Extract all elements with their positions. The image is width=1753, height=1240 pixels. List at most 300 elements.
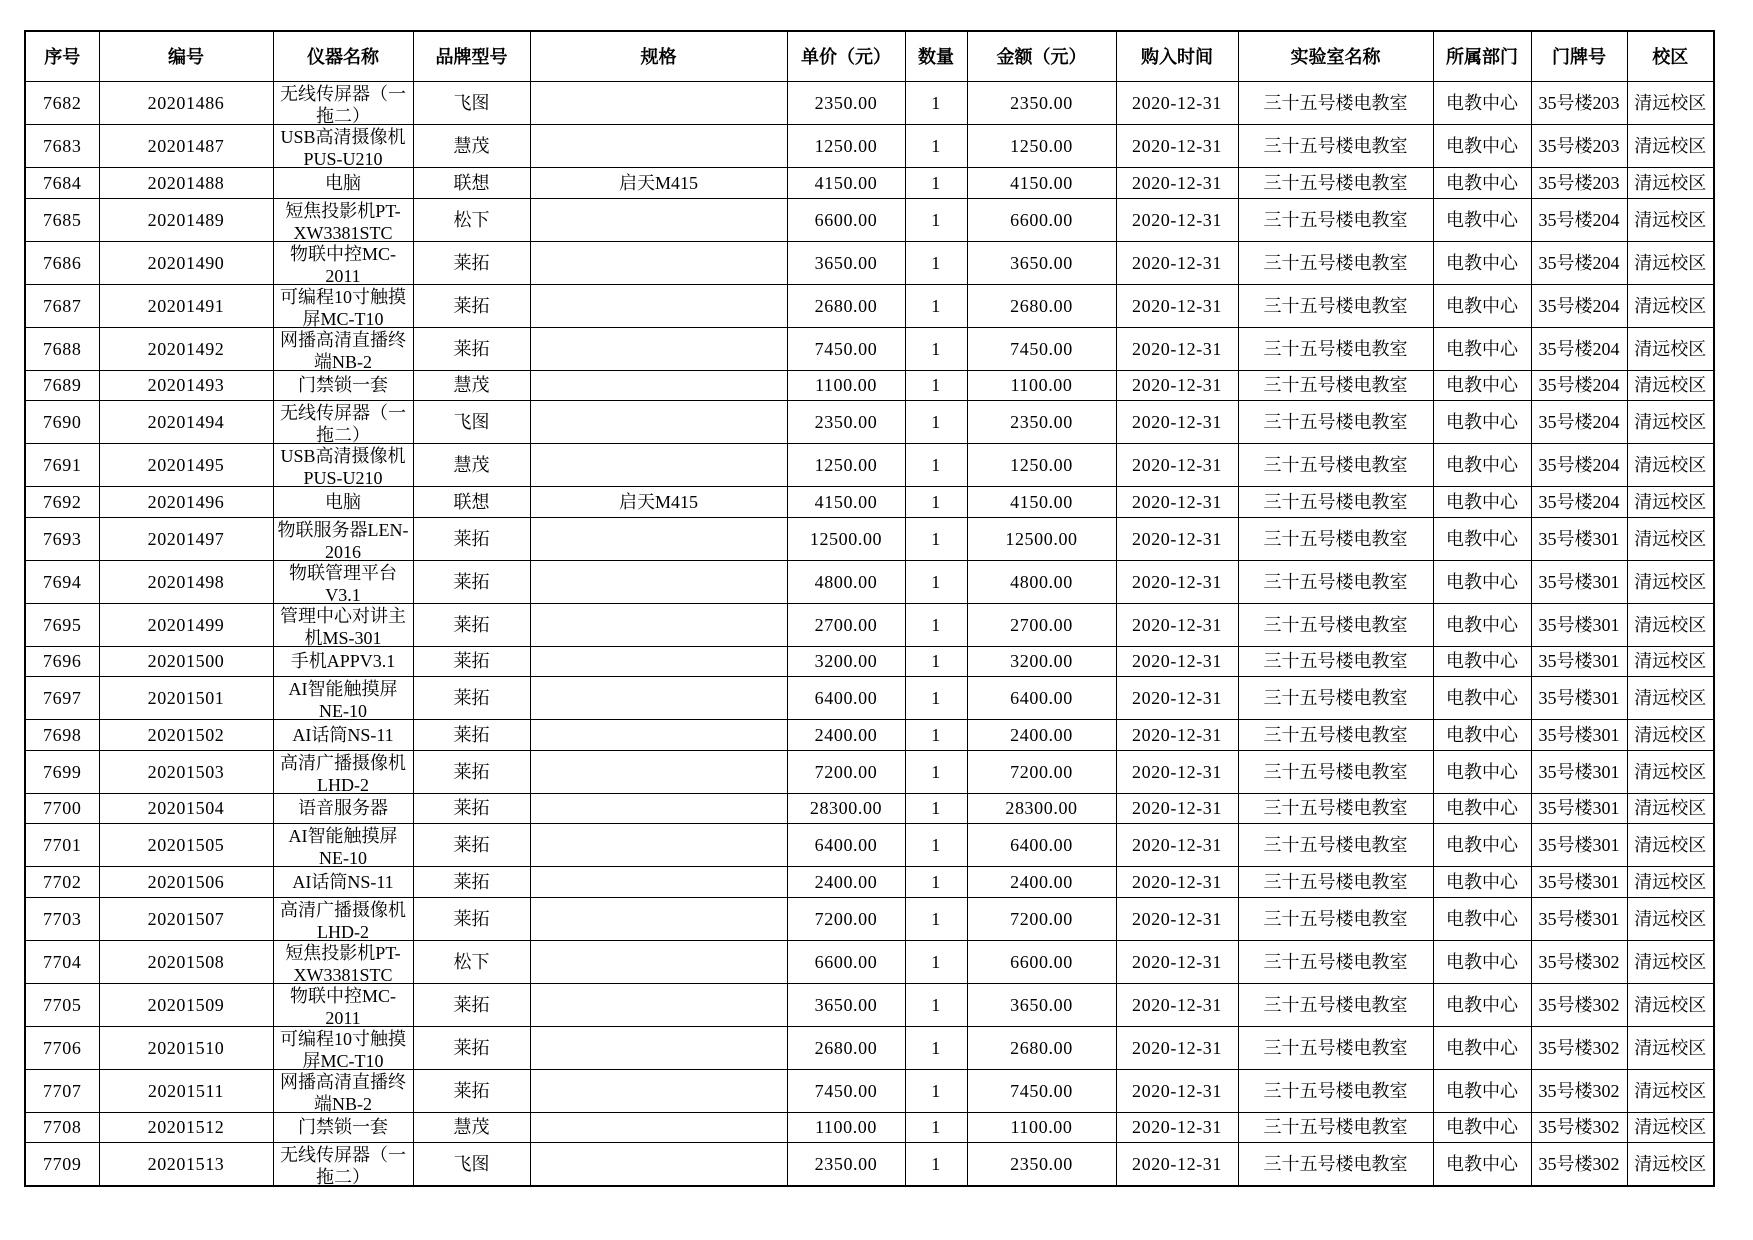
cell-department-value: 电教中心 [1446, 724, 1518, 745]
table-row [25, 940, 1714, 983]
cell-spec-value [531, 1113, 787, 1143]
cell-campus [1627, 284, 1714, 327]
cell-unit-price [787, 444, 905, 487]
cell-spec-value [531, 82, 787, 124]
table-row [25, 284, 1714, 327]
cell-unit-price [787, 603, 905, 646]
cell-purchase-date [1116, 370, 1238, 401]
cell-unit-price [787, 284, 905, 327]
cell-code [99, 1143, 273, 1187]
cell-unit-price-value: 7450.00 [814, 338, 878, 359]
cell-unit-price [787, 750, 905, 793]
cell-instrument-name [273, 125, 413, 168]
cell-spec [530, 487, 787, 518]
cell-room-number-value: 35号楼301 [1538, 688, 1620, 708]
cell-spec [530, 327, 787, 370]
cell-amount [967, 1143, 1116, 1187]
cell-serial-value: 7692 [43, 491, 82, 512]
cell-purchase-date-value: 2020-12-31 [1132, 528, 1222, 549]
cell-code [99, 867, 273, 898]
cell-instrument-name-value: USB高清摄像机PUS-U210 [280, 127, 406, 167]
cell-quantity [905, 401, 967, 444]
cell-amount-value: 12500.00 [1005, 528, 1078, 549]
cell-code [99, 603, 273, 646]
cell-quantity [905, 370, 967, 401]
cell-code [99, 327, 273, 370]
cell-lab-name [1238, 1069, 1433, 1112]
cell-brand-model [413, 1143, 530, 1187]
cell-campus-value: 清远校区 [1634, 871, 1707, 892]
cell-campus-value: 清远校区 [1634, 1037, 1707, 1058]
cell-department [1433, 444, 1531, 487]
cell-brand-model-value: 莱拓 [453, 688, 490, 708]
cell-room-number [1531, 241, 1627, 284]
cell-brand-model [413, 82, 530, 125]
cell-spec-value [531, 867, 787, 897]
cell-serial-value: 7707 [43, 1080, 82, 1101]
cell-lab-name-value: 三十五号楼电教室 [1263, 528, 1408, 549]
cell-room-number [1531, 560, 1627, 603]
cell-brand-model [413, 720, 530, 751]
cell-code [99, 1112, 273, 1143]
cell-lab-name-value: 三十五号楼电教室 [1263, 688, 1408, 708]
cell-lab-name [1238, 867, 1433, 898]
cell-campus-value: 清远校区 [1634, 338, 1707, 359]
cell-spec [530, 370, 787, 401]
cell-serial [25, 646, 99, 677]
cell-instrument-name [273, 867, 413, 898]
cell-campus [1627, 824, 1714, 867]
cell-code [99, 487, 273, 518]
cell-lab-name [1238, 517, 1433, 560]
table-row [25, 824, 1714, 867]
cell-brand-model [413, 1026, 530, 1069]
cell-quantity [905, 677, 967, 720]
cell-quantity-value: 1 [931, 412, 941, 432]
cell-instrument-name-value: 可编程10寸触摸屏MC-T10 [280, 1028, 406, 1069]
cell-lab-name [1238, 824, 1433, 867]
cell-unit-price [787, 560, 905, 603]
cell-room-number [1531, 168, 1627, 199]
cell-code [99, 750, 273, 793]
cell-campus-value: 清远校区 [1634, 994, 1707, 1015]
cell-department-value: 电教中心 [1446, 651, 1518, 672]
cell-instrument-name [273, 646, 413, 677]
cell-serial-value: 7691 [43, 455, 82, 475]
cell-department-value: 电教中心 [1446, 1080, 1518, 1101]
cell-purchase-date-value: 2020-12-31 [1132, 209, 1222, 230]
cell-brand-model [413, 487, 530, 518]
cell-department-value: 电教中心 [1446, 994, 1518, 1015]
cell-code [99, 370, 273, 401]
cell-spec-value [531, 1143, 787, 1185]
cell-lab-name-value: 三十五号楼电教室 [1263, 835, 1408, 855]
cell-amount [967, 487, 1116, 518]
cell-quantity [905, 560, 967, 603]
column-header-lab-name-label: 实验室名称 [1290, 46, 1381, 67]
cell-amount [967, 284, 1116, 327]
cell-department [1433, 646, 1531, 677]
cell-serial [25, 867, 99, 898]
cell-amount [967, 677, 1116, 720]
column-header-quantity-label: 数量 [918, 46, 954, 67]
cell-quantity-value: 1 [931, 835, 941, 855]
cell-lab-name-value: 三十五号楼电教室 [1263, 951, 1408, 972]
cell-purchase-date-value: 2020-12-31 [1132, 994, 1222, 1015]
cell-spec-value [531, 1027, 787, 1069]
cell-instrument-name-value: 高清广播摄像机LHD-2 [280, 752, 406, 793]
cell-unit-price-value: 6400.00 [814, 688, 878, 708]
cell-spec [530, 1069, 787, 1112]
column-header-code [99, 31, 273, 82]
cell-purchase-date [1116, 284, 1238, 327]
cell-serial-value: 7705 [43, 994, 82, 1015]
cell-spec-value [531, 371, 787, 401]
cell-unit-price-value: 1250.00 [814, 136, 878, 156]
cell-unit-price-value: 2350.00 [814, 93, 878, 113]
cell-department-value: 电教中心 [1446, 1154, 1518, 1174]
cell-purchase-date-value: 2020-12-31 [1132, 412, 1222, 432]
cell-quantity [905, 1143, 967, 1187]
cell-spec-value [531, 898, 787, 940]
cell-brand-model-value: 飞图 [453, 1154, 490, 1174]
cell-campus-value: 清远校区 [1634, 1154, 1707, 1174]
cell-purchase-date-value: 2020-12-31 [1132, 1080, 1222, 1101]
cell-lab-name-value: 三十五号楼电教室 [1263, 375, 1408, 396]
cell-code-value: 20201510 [147, 1037, 225, 1058]
cell-spec-value [531, 677, 787, 719]
cell-department [1433, 867, 1531, 898]
cell-code [99, 793, 273, 824]
cell-brand-model [413, 517, 530, 560]
cell-code [99, 401, 273, 444]
cell-purchase-date-value: 2020-12-31 [1132, 1117, 1222, 1138]
cell-spec [530, 1112, 787, 1143]
cell-spec-value: 启天M415 [618, 491, 698, 512]
cell-amount [967, 125, 1116, 168]
cell-code-value: 20201496 [147, 491, 225, 512]
cell-campus-value: 清远校区 [1634, 761, 1707, 782]
cell-department-value: 电教中心 [1446, 338, 1518, 359]
cell-amount-value: 7450.00 [1010, 338, 1073, 359]
cell-code [99, 517, 273, 560]
cell-purchase-date [1116, 750, 1238, 793]
cell-spec [530, 517, 787, 560]
cell-department-value: 电教中心 [1446, 491, 1518, 512]
cell-room-number-value: 35号楼204 [1538, 252, 1620, 273]
cell-serial-value: 7700 [43, 798, 82, 819]
cell-quantity-value: 1 [931, 798, 941, 819]
cell-purchase-date-value: 2020-12-31 [1132, 614, 1222, 635]
cell-amount-value: 1250.00 [1010, 455, 1073, 475]
cell-instrument-name-value: AI智能触摸屏NE-10 [288, 679, 398, 719]
cell-quantity [905, 1026, 967, 1069]
cell-campus [1627, 198, 1714, 241]
cell-spec [530, 646, 787, 677]
cell-lab-name [1238, 327, 1433, 370]
cell-quantity [905, 168, 967, 199]
cell-department [1433, 284, 1531, 327]
column-header-room-number-label: 门牌号 [1552, 46, 1606, 67]
cell-quantity [905, 444, 967, 487]
cell-instrument-name [273, 168, 413, 199]
cell-purchase-date-value: 2020-12-31 [1132, 136, 1222, 156]
cell-room-number [1531, 198, 1627, 241]
cell-department [1433, 1112, 1531, 1143]
cell-lab-name-value: 三十五号楼电教室 [1263, 491, 1408, 512]
cell-amount [967, 824, 1116, 867]
cell-serial [25, 1069, 99, 1112]
cell-instrument-name-value: 短焦投影机PT-XW3381STC [285, 942, 401, 983]
cell-brand-model-value: 莱拓 [453, 798, 490, 819]
cell-quantity [905, 983, 967, 1026]
cell-purchase-date-value: 2020-12-31 [1132, 571, 1222, 592]
cell-room-number-value: 35号楼203 [1538, 136, 1620, 156]
cell-unit-price-value: 2680.00 [814, 295, 878, 316]
cell-purchase-date-value: 2020-12-31 [1132, 1154, 1222, 1174]
cell-campus-value: 清远校区 [1634, 295, 1707, 316]
cell-room-number [1531, 793, 1627, 824]
cell-room-number [1531, 82, 1627, 125]
cell-instrument-name-value: 物联中控MC-2011 [289, 243, 396, 284]
cell-purchase-date [1116, 603, 1238, 646]
cell-code-value: 20201498 [147, 571, 225, 592]
table-row [25, 983, 1714, 1026]
cell-spec-value [531, 285, 787, 327]
cell-amount [967, 897, 1116, 940]
cell-unit-price [787, 168, 905, 199]
cell-purchase-date [1116, 793, 1238, 824]
cell-amount [967, 444, 1116, 487]
table-row [25, 198, 1714, 241]
cell-brand-model [413, 284, 530, 327]
cell-unit-price [787, 125, 905, 168]
cell-quantity-value: 1 [931, 614, 941, 635]
table-row [25, 793, 1714, 824]
cell-instrument-name-value: 物联中控MC-2011 [289, 985, 396, 1026]
cell-brand-model-value: 莱拓 [453, 1037, 490, 1058]
cell-unit-price [787, 1026, 905, 1069]
cell-code [99, 720, 273, 751]
cell-lab-name-value: 三十五号楼电教室 [1263, 994, 1408, 1015]
cell-spec-value [531, 720, 787, 750]
cell-serial-value: 7701 [43, 835, 82, 855]
cell-serial-value: 7689 [43, 375, 82, 396]
cell-department [1433, 1143, 1531, 1187]
cell-room-number-value: 35号楼203 [1538, 93, 1620, 113]
cell-serial-value: 7688 [43, 338, 82, 359]
cell-spec [530, 897, 787, 940]
cell-brand-model-value: 莱拓 [453, 338, 490, 359]
cell-code-value: 20201506 [147, 871, 225, 892]
column-header-spec [530, 31, 787, 82]
cell-instrument-name [273, 560, 413, 603]
cell-campus-value: 清远校区 [1634, 688, 1707, 708]
cell-serial [25, 517, 99, 560]
column-header-purchase-date-label: 购入时间 [1141, 46, 1213, 67]
cell-unit-price [787, 940, 905, 983]
cell-campus [1627, 82, 1714, 125]
column-header-serial [25, 31, 99, 82]
cell-serial-value: 7682 [43, 93, 82, 113]
cell-purchase-date [1116, 824, 1238, 867]
cell-serial [25, 750, 99, 793]
cell-spec-value [531, 561, 787, 603]
cell-serial [25, 168, 99, 199]
cell-room-number-value: 35号楼302 [1538, 994, 1620, 1015]
cell-purchase-date [1116, 125, 1238, 168]
cell-quantity-value: 1 [931, 871, 941, 892]
cell-brand-model [413, 1112, 530, 1143]
cell-purchase-date [1116, 867, 1238, 898]
column-header-brand-model [413, 31, 530, 82]
cell-amount [967, 940, 1116, 983]
cell-instrument-name-value: 管理中心对讲主机MS-301 [280, 605, 406, 646]
cell-department [1433, 1026, 1531, 1069]
cell-instrument-name [273, 370, 413, 401]
cell-lab-name [1238, 793, 1433, 824]
cell-brand-model [413, 444, 530, 487]
cell-lab-name [1238, 560, 1433, 603]
cell-spec [530, 1143, 787, 1187]
cell-quantity-value: 1 [931, 528, 941, 549]
cell-quantity [905, 646, 967, 677]
cell-lab-name-value: 三十五号楼电教室 [1263, 651, 1408, 672]
cell-campus [1627, 444, 1714, 487]
table-row [25, 677, 1714, 720]
cell-department-value: 电教中心 [1446, 295, 1518, 316]
table-row [25, 517, 1714, 560]
cell-brand-model-value: 联想 [453, 172, 490, 193]
cell-serial-value: 7696 [43, 651, 82, 672]
table-row [25, 370, 1714, 401]
cell-department [1433, 487, 1531, 518]
cell-room-number [1531, 824, 1627, 867]
cell-code-value: 20201505 [147, 835, 225, 855]
cell-amount [967, 750, 1116, 793]
cell-department-value: 电教中心 [1446, 1117, 1518, 1138]
cell-spec [530, 940, 787, 983]
cell-unit-price [787, 983, 905, 1026]
cell-amount-value: 7200.00 [1010, 908, 1073, 929]
column-header-amount [967, 31, 1116, 82]
cell-instrument-name [273, 1112, 413, 1143]
cell-room-number [1531, 284, 1627, 327]
table-row [25, 750, 1714, 793]
cell-campus [1627, 897, 1714, 940]
cell-code-value: 20201493 [147, 375, 225, 396]
cell-spec-value [531, 401, 787, 443]
cell-purchase-date [1116, 241, 1238, 284]
cell-spec [530, 867, 787, 898]
cell-department-value: 电教中心 [1446, 172, 1518, 193]
cell-brand-model [413, 603, 530, 646]
cell-unit-price [787, 241, 905, 284]
cell-amount-value: 2350.00 [1010, 93, 1073, 113]
cell-unit-price-value: 3650.00 [814, 252, 878, 273]
cell-unit-price [787, 370, 905, 401]
cell-unit-price [787, 793, 905, 824]
cell-room-number-value: 35号楼203 [1538, 172, 1620, 193]
cell-brand-model-value: 莱拓 [453, 871, 490, 892]
cell-spec-value [531, 328, 787, 370]
cell-campus [1627, 168, 1714, 199]
header-row [25, 31, 1714, 82]
cell-amount [967, 720, 1116, 751]
cell-brand-model-value: 莱拓 [453, 908, 490, 929]
cell-serial-value: 7698 [43, 724, 82, 745]
column-header-department [1433, 31, 1531, 82]
cell-lab-name-value: 三十五号楼电教室 [1263, 1037, 1408, 1058]
cell-room-number-value: 35号楼204 [1538, 375, 1620, 396]
cell-spec [530, 125, 787, 168]
cell-room-number-value: 35号楼302 [1538, 1154, 1620, 1174]
cell-room-number-value: 35号楼204 [1538, 209, 1620, 230]
cell-instrument-name-value: AI话筒NS-11 [292, 871, 394, 892]
cell-amount [967, 401, 1116, 444]
cell-unit-price-value: 6600.00 [814, 209, 878, 230]
cell-instrument-name [273, 198, 413, 241]
table-row [25, 1143, 1714, 1187]
cell-amount-value: 2400.00 [1010, 724, 1073, 745]
cell-instrument-name-value: 短焦投影机PT-XW3381STC [285, 200, 401, 241]
cell-serial-value: 7704 [43, 951, 82, 972]
cell-unit-price-value: 2400.00 [814, 724, 878, 745]
cell-serial-value: 7683 [43, 136, 82, 156]
cell-amount [967, 646, 1116, 677]
cell-serial [25, 897, 99, 940]
cell-room-number [1531, 1143, 1627, 1187]
cell-room-number [1531, 401, 1627, 444]
cell-brand-model-value: 飞图 [453, 412, 490, 432]
cell-department-value: 电教中心 [1446, 951, 1518, 972]
cell-brand-model-value: 莱拓 [453, 761, 490, 782]
table-row [25, 125, 1714, 168]
cell-unit-price-value: 1100.00 [814, 375, 878, 396]
cell-department [1433, 168, 1531, 199]
cell-quantity-value: 1 [931, 908, 941, 929]
cell-purchase-date-value: 2020-12-31 [1132, 761, 1222, 782]
cell-instrument-name-value: 网播高清直播终端NB-2 [280, 329, 406, 370]
cell-serial [25, 284, 99, 327]
cell-amount [967, 82, 1116, 125]
cell-campus [1627, 1112, 1714, 1143]
cell-department [1433, 517, 1531, 560]
cell-serial [25, 487, 99, 518]
cell-purchase-date [1116, 401, 1238, 444]
cell-brand-model [413, 983, 530, 1026]
cell-spec [530, 983, 787, 1026]
cell-quantity-value: 1 [931, 1037, 941, 1058]
cell-serial-value: 7693 [43, 528, 82, 549]
cell-brand-model-value: 慧茂 [453, 1117, 490, 1138]
table-row [25, 401, 1714, 444]
cell-instrument-name [273, 603, 413, 646]
cell-room-number-value: 35号楼301 [1538, 614, 1620, 635]
cell-purchase-date [1116, 897, 1238, 940]
cell-code-value: 20201504 [147, 798, 225, 819]
column-header-spec-label: 规格 [640, 46, 677, 67]
cell-unit-price [787, 646, 905, 677]
cell-department-value: 电教中心 [1446, 908, 1518, 929]
cell-lab-name-value: 三十五号楼电教室 [1263, 571, 1408, 592]
cell-code [99, 241, 273, 284]
cell-code [99, 1069, 273, 1112]
column-header-lab-name [1238, 31, 1433, 82]
cell-room-number [1531, 487, 1627, 518]
cell-department-value: 电教中心 [1446, 688, 1518, 708]
cell-brand-model-value: 莱拓 [453, 651, 490, 672]
